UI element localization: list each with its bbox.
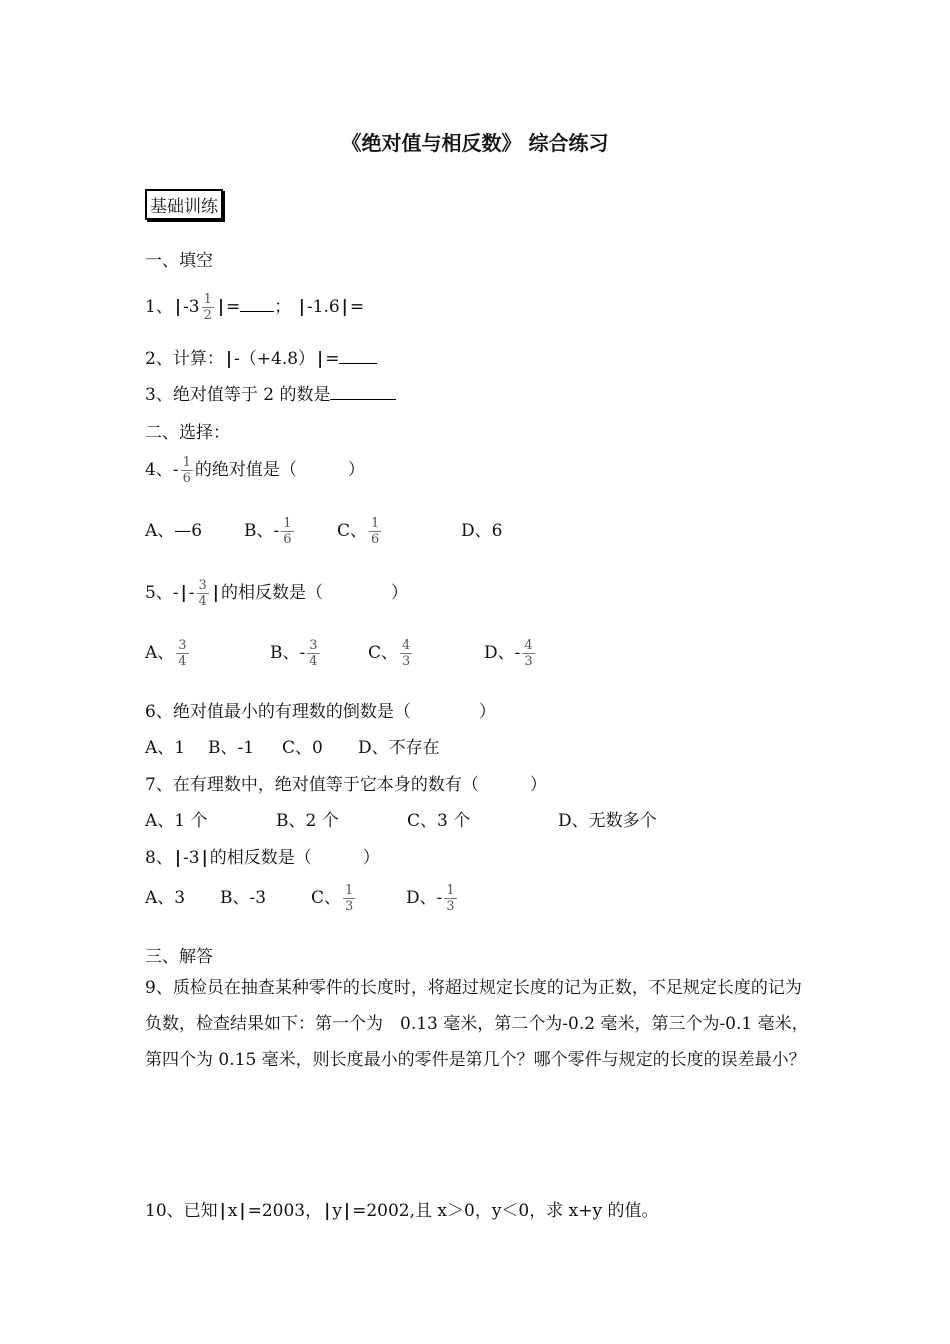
option-c[interactable]: C、 $\frac{4}{3}$ bbox=[368, 638, 411, 669]
option-d[interactable]: D、- $\frac{4}{3}$ bbox=[484, 638, 533, 669]
question-5-options bbox=[145, 638, 537, 669]
option-b[interactable]: B、2 个 bbox=[276, 811, 339, 831]
answer-blank[interactable] bbox=[240, 295, 274, 312]
question-1: 1、 | -3 $\frac{1}{2}$ | = ； | -1.6 | = bbox=[145, 292, 365, 323]
option-d[interactable]: D、6 bbox=[461, 521, 503, 541]
part-choice-heading: 二、选择： bbox=[145, 423, 230, 443]
question-10: 10、已知 | x | =2003， | y | =2002,且 x＞0，y＜0，求 x+y 的值。 bbox=[145, 1201, 659, 1221]
answer-blank[interactable] bbox=[339, 347, 377, 364]
option-a[interactable]: A、1 bbox=[145, 738, 186, 758]
option-b[interactable]: B、- $\frac{3}{4}$ bbox=[270, 638, 318, 669]
option-d[interactable]: D、无数多个 bbox=[558, 811, 657, 831]
question-3: 3、绝对值等于 2 的数是 bbox=[145, 380, 396, 405]
option-c[interactable]: C、 $\frac{1}{6}$ bbox=[337, 516, 380, 547]
question-8: 8、 | -3 | 的相反数是（ ） bbox=[145, 848, 380, 868]
fraction: $\frac{1}{2}$ bbox=[203, 292, 212, 323]
option-b[interactable]: B、-3 bbox=[220, 888, 267, 908]
part-answer-heading: 三、解答 bbox=[145, 947, 213, 967]
option-a[interactable]: A、 $\frac{3}{4}$ bbox=[145, 638, 187, 669]
option-d[interactable]: D、- $\frac{1}{3}$ bbox=[406, 883, 455, 914]
question-9: 9、质检员在抽查某种零件的长度时，将超过规定长度的记为正数，不足规定长度的记为负数，检查结果如下：第一个为 0.13 毫米，第二个为-0.2 毫米，第三个为-0.1 毫米，第四个为 0.15 毫米，则长度最小的零件是第几个？哪个零件与规定的长度的误差最小？ bbox=[145, 978, 809, 1070]
option-c[interactable]: C、0 bbox=[282, 738, 323, 758]
option-a[interactable]: A、1 个 bbox=[145, 811, 208, 831]
option-d[interactable]: D、不存在 bbox=[358, 738, 440, 758]
section-label-basic-training: 基础训练 bbox=[145, 189, 223, 220]
question-6-options bbox=[145, 733, 440, 758]
document-title: 《绝对值与相反数》 综合练习 bbox=[341, 131, 609, 155]
question-4: 4、- $\frac{1}{6}$ 的绝对值是（ ） bbox=[145, 455, 365, 486]
option-a[interactable]: A、3 bbox=[145, 888, 186, 908]
option-b[interactable]: B、-1 bbox=[208, 738, 255, 758]
question-7: 7、在有理数中，绝对值等于它本身的数有（ ） bbox=[145, 775, 547, 795]
question-7-options bbox=[145, 806, 657, 831]
option-c[interactable]: C、3 个 bbox=[407, 811, 471, 831]
question-8-options bbox=[145, 883, 459, 914]
question-4-options bbox=[145, 516, 502, 547]
fraction: $\frac{3}{4}$ bbox=[198, 578, 207, 609]
fraction: $\frac{1}{6}$ bbox=[182, 455, 191, 486]
answer-blank[interactable] bbox=[330, 383, 396, 400]
part-fill-in-heading: 一、填空 bbox=[145, 251, 213, 271]
question-2: 2、计算： | -（+4.8） | = bbox=[145, 344, 377, 369]
question-5: 5、- | - $\frac{3}{4}$ | 的相反数是（ ） bbox=[145, 578, 408, 609]
option-a[interactable]: A、—6 bbox=[145, 521, 203, 541]
abs-bar: | bbox=[174, 297, 182, 317]
option-c[interactable]: C、 $\frac{1}{3}$ bbox=[311, 883, 354, 914]
option-b[interactable]: B、- $\frac{1}{6}$ bbox=[244, 516, 292, 547]
question-6: 6、绝对值最小的有理数的倒数是（ ） bbox=[145, 702, 496, 722]
